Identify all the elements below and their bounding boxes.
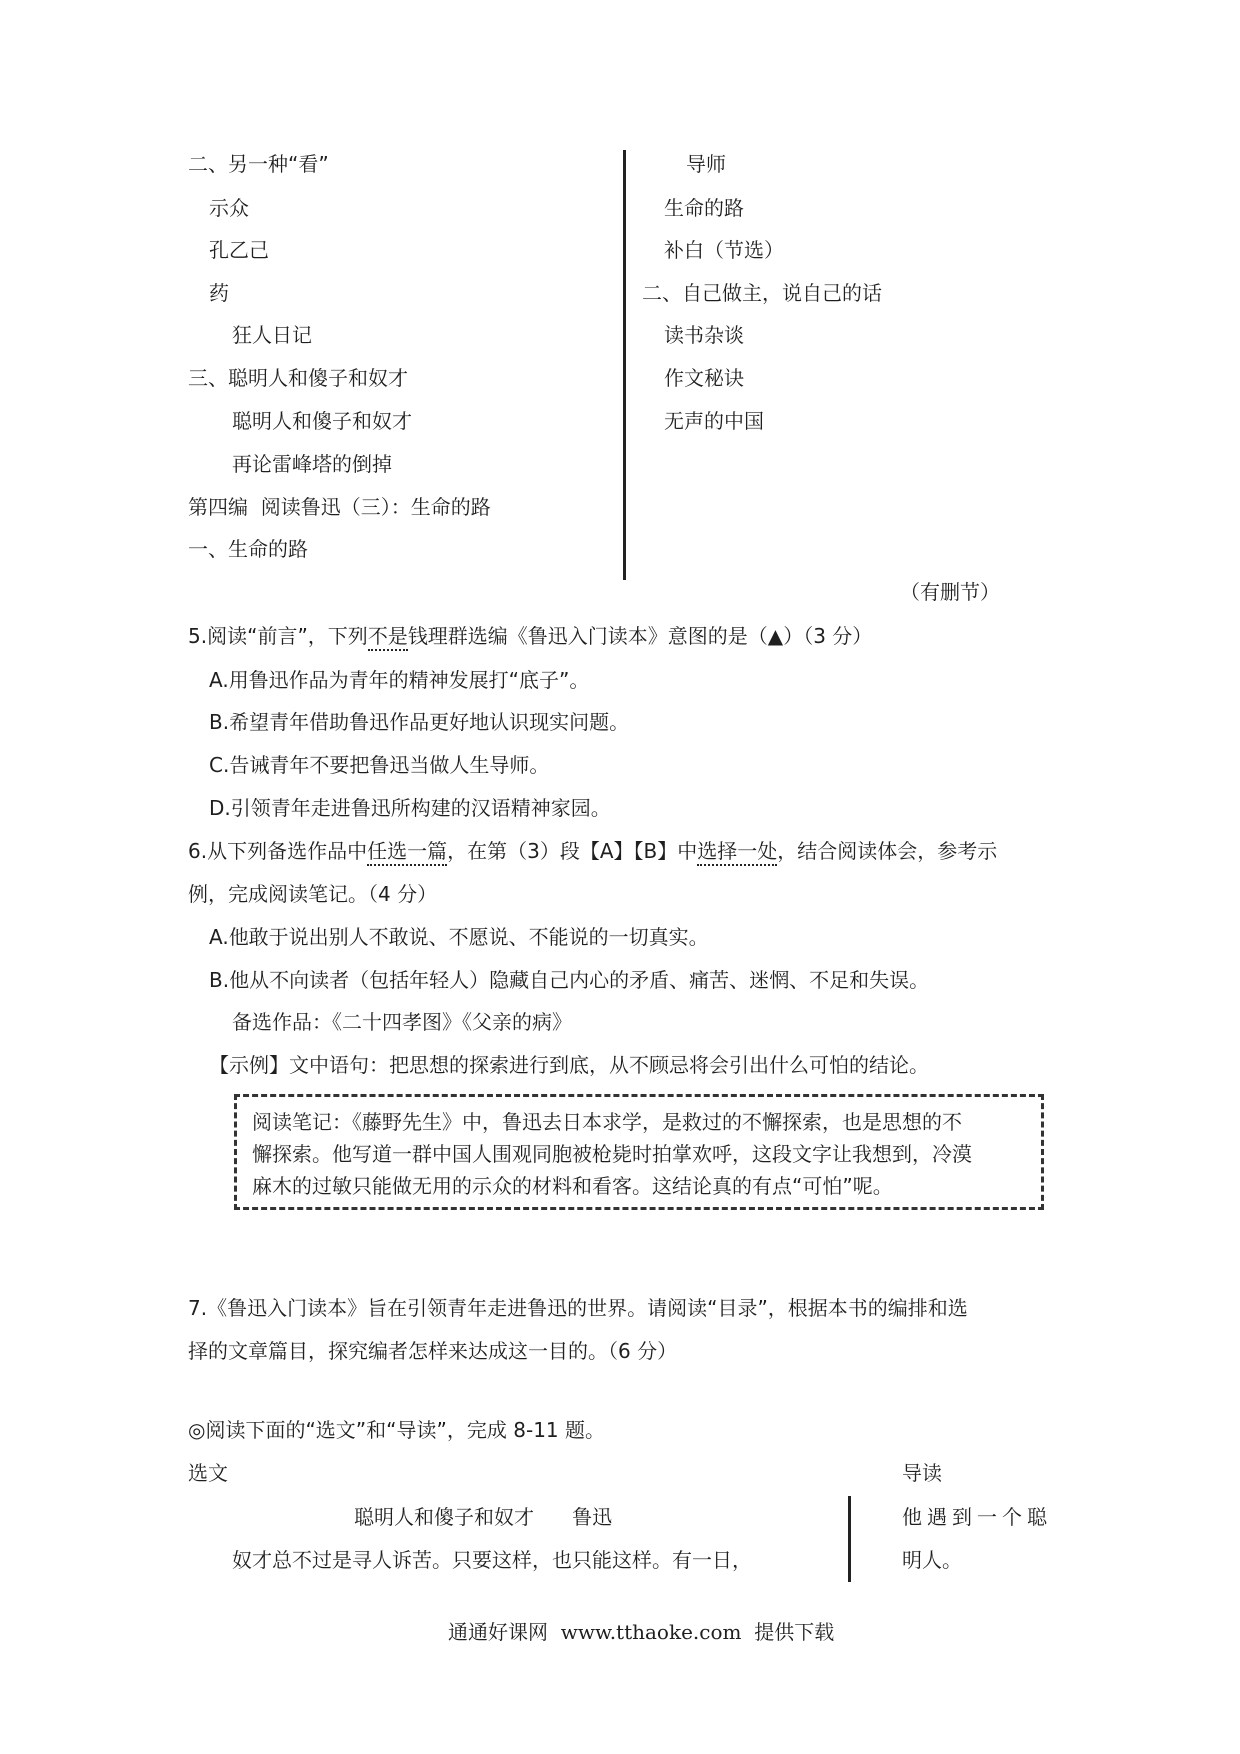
reading-note-line-3: 麻木的过敏只能做无用的示众的材料和看客。这结论真的有点“可怕”呢。 xyxy=(252,1174,893,1198)
question-6-stem-line2: 例，完成阅读笔记。（4 分） xyxy=(188,882,438,906)
guide-divider xyxy=(848,1496,851,1582)
toc-left-item: 第四编 阅读鲁迅（三）：生命的路 xyxy=(188,495,491,519)
reading-note-line-2: 懈探索。他写道一群中国人围观同胞被枪毙时拍掌欢呼，这段文字让我想到，冷漠 xyxy=(252,1142,972,1166)
question-6-stem-line1 xyxy=(188,839,997,863)
question-6-emphasis-1: 任选一篇 xyxy=(367,839,447,866)
question-5-option-b: B.希望青年借助鲁迅作品更好地认识现实问题。 xyxy=(209,710,630,734)
toc-right-item: 补白（节选） xyxy=(664,238,784,262)
question-7-line2: 择的文章篇目，探究编者怎样来达成这一目的。（6 分） xyxy=(188,1339,678,1363)
deletion-note: （有删节） xyxy=(900,580,1000,604)
question-6-stem-c: ，结合阅读体会，参考示 xyxy=(777,839,998,863)
guide-label: 导读 xyxy=(902,1461,942,1485)
toc-right-item: 生命的路 xyxy=(664,196,744,220)
toc-left-item: 药 xyxy=(209,281,229,305)
toc-left-item: 孔乙己 xyxy=(209,238,269,262)
toc-left-item: 一、生命的路 xyxy=(188,537,308,561)
passage-title: 聪明人和傻子和奴才 鲁迅 xyxy=(354,1505,613,1529)
toc-left-item: 狂人日记 xyxy=(232,323,312,347)
toc-left-item: 示众 xyxy=(209,196,249,220)
toc-right-item: 导师 xyxy=(686,152,726,176)
question-5-stem-a: 5.阅读“前言”，下列 xyxy=(188,624,368,648)
guide-line-1: 他遇到一个聪 xyxy=(902,1505,1052,1529)
question-6-stem-a: 6.从下列备选作品中 xyxy=(188,839,368,863)
toc-left-item: 二、另一种“看” xyxy=(188,152,329,176)
toc-right-item: 无声的中国 xyxy=(664,409,764,433)
question-5-option-a: A.用鲁迅作品为青年的精神发展打“底子”。 xyxy=(209,668,590,692)
section-intro: ◎阅读下面的“选文”和“导读”，完成 8-11 题。 xyxy=(188,1418,606,1442)
passage-first-line: 奴才总不过是寻人诉苦。只要这样，也只能这样。有一日， xyxy=(232,1548,752,1572)
question-6-works: 备选作品：《二十四孝图》《父亲的病》 xyxy=(232,1010,572,1034)
guide-line-2: 明人。 xyxy=(902,1548,962,1572)
question-6-option-b: B.他从不向读者（包括年轻人）隐藏自己内心的矛盾、痛苦、迷惘、不足和失误。 xyxy=(209,968,930,992)
question-6-emphasis-2: 选择一处 xyxy=(697,839,777,866)
question-5-emphasis: 不是 xyxy=(368,624,408,651)
question-5-option-d: D.引领青年走进鲁迅所构建的汉语精神家园。 xyxy=(209,796,611,820)
question-6-example: 【示例】文中语句：把思想的探索进行到底，从不顾忌将会引出什么可怕的结论。 xyxy=(209,1053,929,1077)
toc-left-item: 聪明人和傻子和奴才 xyxy=(232,409,412,433)
passage-label: 选文 xyxy=(188,1461,228,1485)
reading-note-line-1: 阅读笔记：《藤野先生》中，鲁迅去日本求学，是救过的不懈探索，也是思想的不 xyxy=(252,1110,962,1134)
toc-right-item: 作文秘诀 xyxy=(664,366,744,390)
question-5-stem-b: 钱理群选编《鲁迅入门读本》意图的是（▲）（3 分） xyxy=(407,624,873,648)
toc-column-divider xyxy=(623,150,626,580)
question-6-option-a: A.他敢于说出别人不敢说、不愿说、不能说的一切真实。 xyxy=(209,925,709,949)
question-5-option-c: C.告诫青年不要把鲁迅当做人生导师。 xyxy=(209,753,550,777)
toc-left-item: 三、聪明人和傻子和奴才 xyxy=(188,366,408,390)
toc-right-item: 读书杂谈 xyxy=(664,323,744,347)
footer: 通通好课网 www.tthaoke.com 提供下载 xyxy=(448,1620,835,1644)
question-6-stem-b: ，在第（3）段【A】【B】中 xyxy=(447,839,698,863)
question-5-stem xyxy=(188,624,872,648)
toc-right-item: 二、自己做主，说自己的话 xyxy=(642,281,882,305)
toc-left-item: 再论雷峰塔的倒掉 xyxy=(232,452,392,476)
question-7-line1: 7.《鲁迅入门读本》旨在引领青年走进鲁迅的世界。请阅读“目录”，根据本书的编排和选 xyxy=(188,1296,968,1320)
